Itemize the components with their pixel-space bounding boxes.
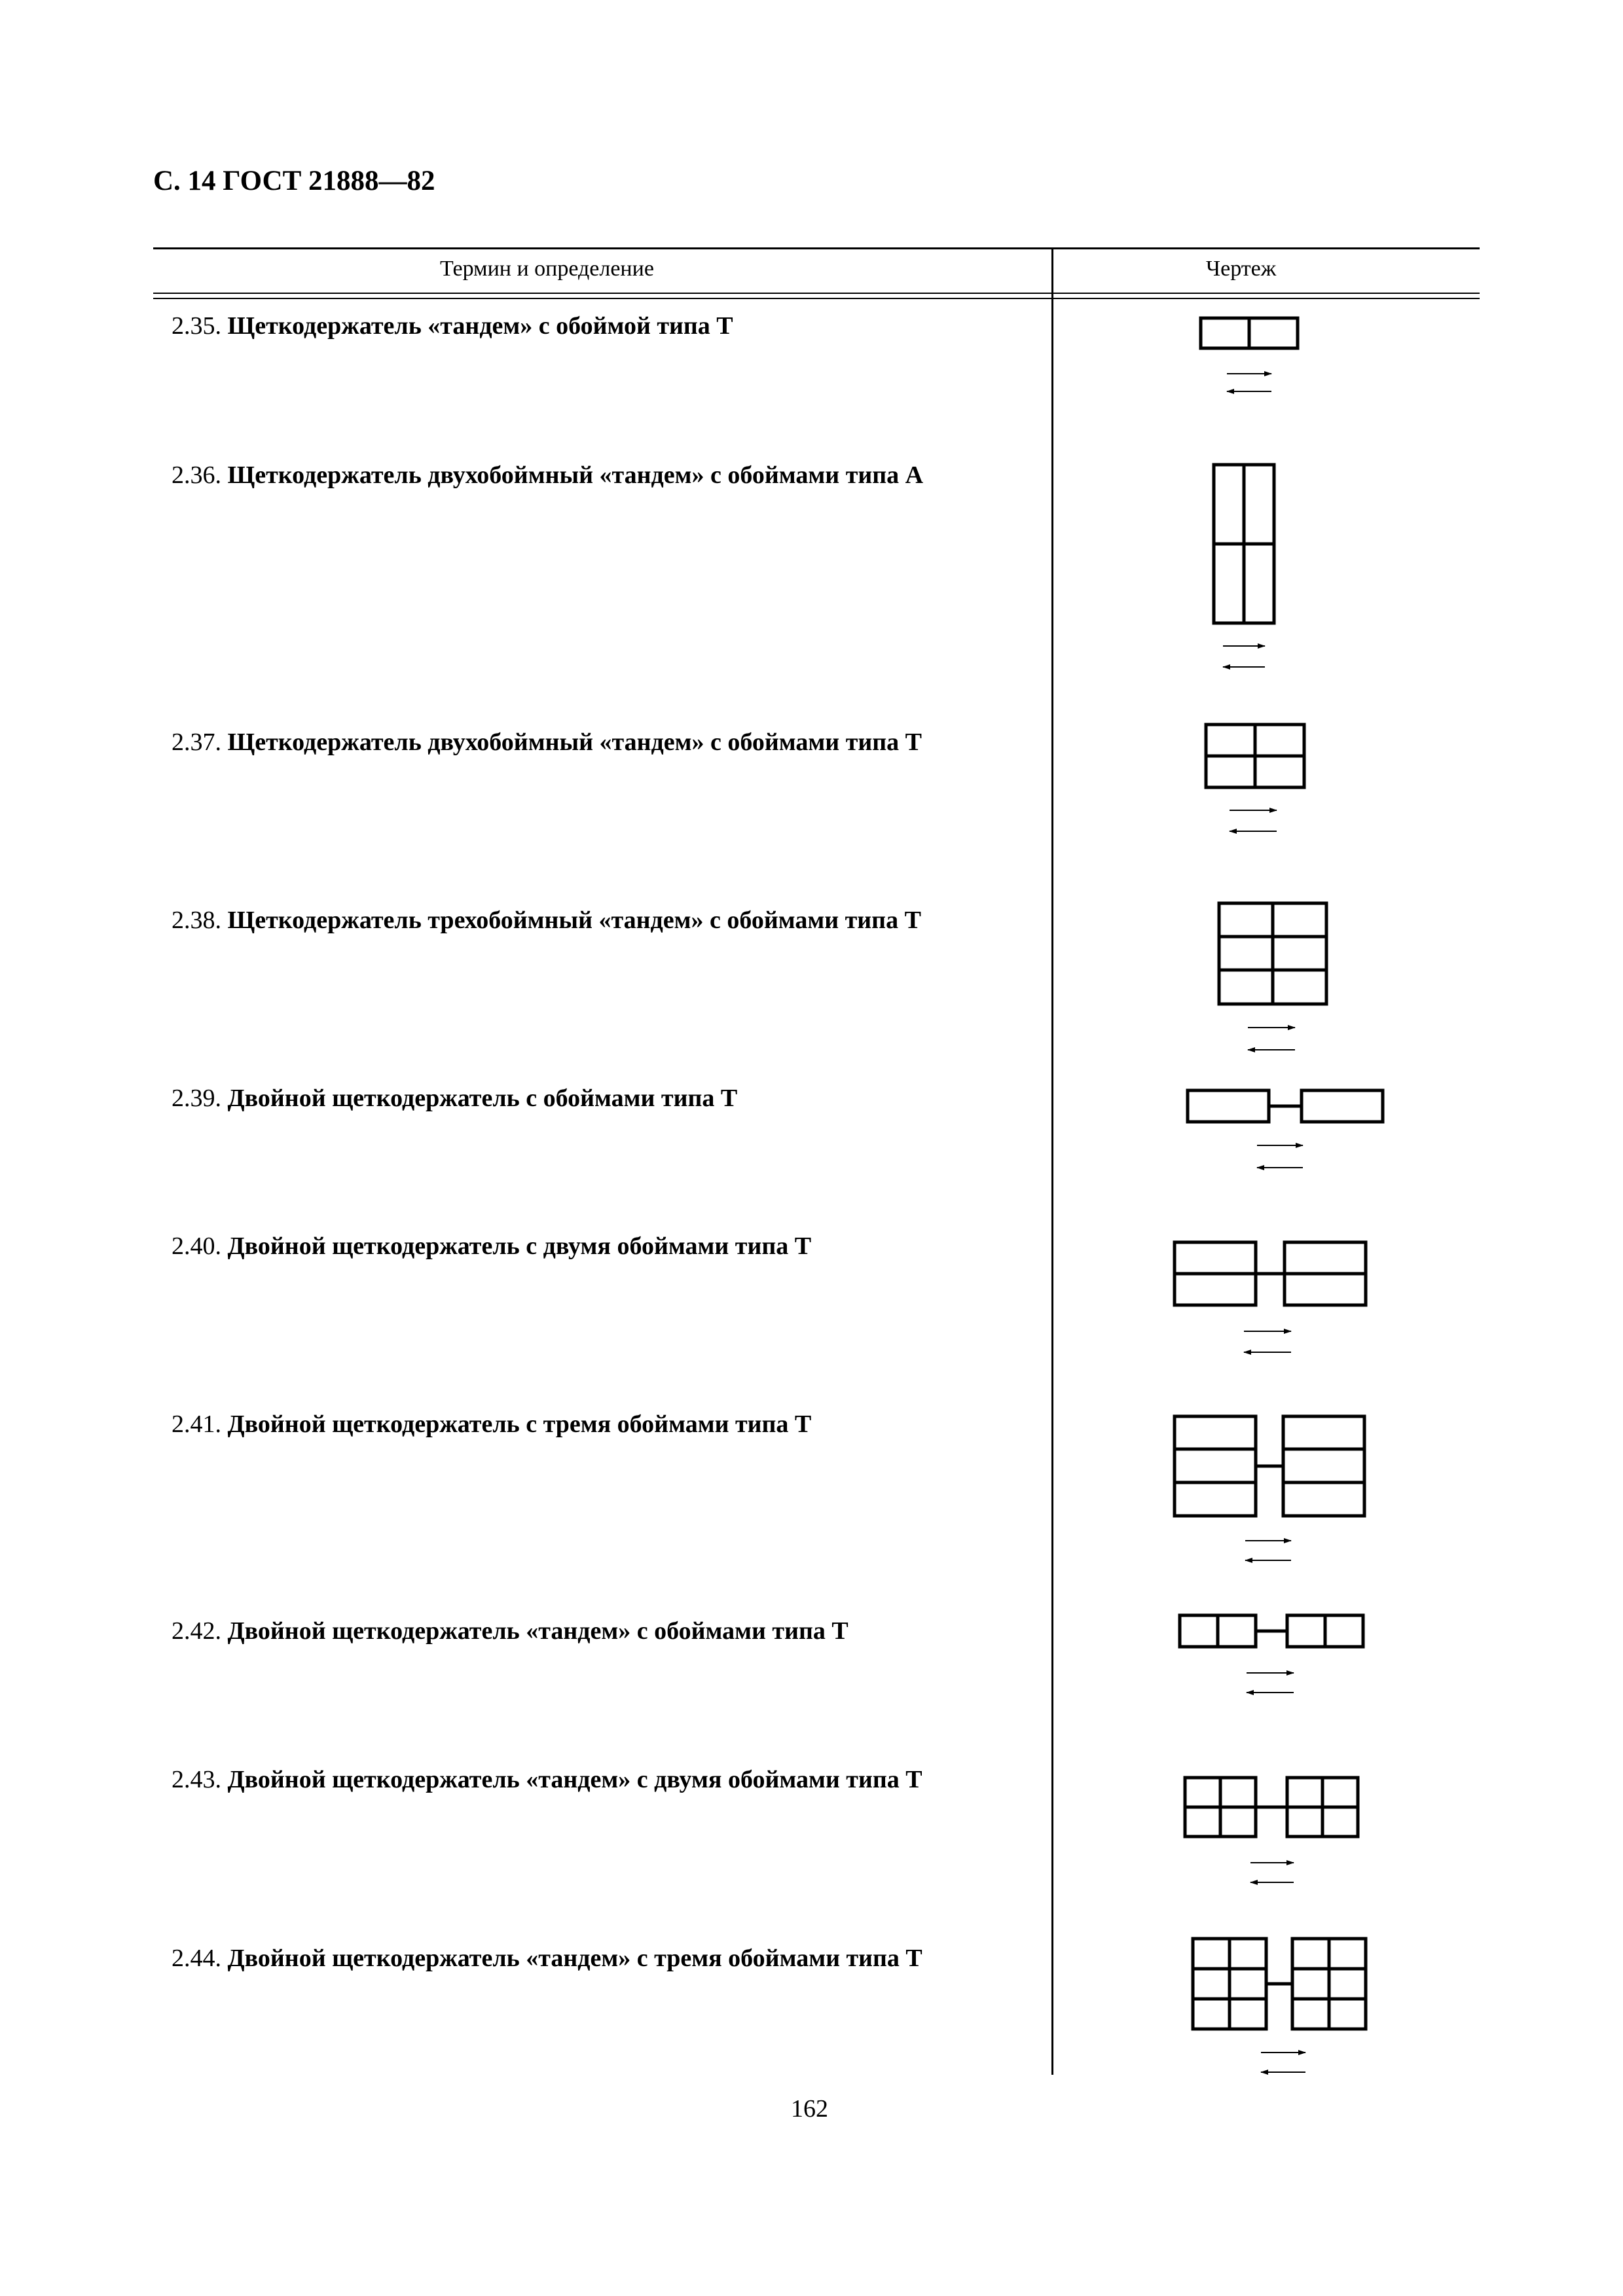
- entry-number: 2.37.: [172, 728, 221, 756]
- entry-term: Двойной щеткодержатель с двумя обоймами типа Т: [227, 1232, 812, 1260]
- drawing-2-44: [1193, 1939, 1366, 2029]
- drawing-2-42: [1180, 1615, 1363, 1647]
- entry-number: 2.38.: [172, 906, 221, 934]
- drawing-2-40: [1175, 1242, 1366, 1305]
- entry-term: Щеткодержатель двухобоймный «тандем» с обоймами типа Т: [227, 728, 922, 756]
- arrows-2-41: [1245, 1541, 1291, 1560]
- entry-term: Щеткодержатель «тандем» с обоймой типа Т: [227, 312, 733, 340]
- entry-number: 2.40.: [172, 1232, 221, 1260]
- column-header-term: Термин и определение: [440, 257, 654, 281]
- arrows-2-43: [1250, 1863, 1294, 1882]
- entry-term: Двойной щеткодержатель «тандем» с двумя обоймами типа Т: [227, 1766, 922, 1793]
- entry-term: Щеткодержатель двухобоймный «тандем» с обоймами типа А: [227, 461, 924, 489]
- arrows-2-37: [1230, 810, 1277, 831]
- drawing-2-35: [1201, 318, 1298, 348]
- arrows-2-35: [1227, 374, 1271, 391]
- drawing-2-37: [1206, 725, 1304, 787]
- drawing-2-41: [1175, 1416, 1364, 1516]
- entry-number: 2.41.: [172, 1410, 221, 1438]
- entry-term: Двойной щеткодержатель «тандем» с обоймами типа Т: [227, 1617, 848, 1645]
- arrows-2-39: [1257, 1145, 1303, 1168]
- arrows-2-36: [1223, 646, 1265, 667]
- entry-term: Щеткодержатель трехобоймный «тандем» с обоймами типа Т: [227, 906, 921, 934]
- column-header-drawing: Чертеж: [1206, 257, 1277, 281]
- entry-term: Двойной щеткодержатель с обоймами типа Т: [227, 1085, 738, 1112]
- entry-number: 2.43.: [172, 1766, 221, 1793]
- entry-term: Двойной щеткодержатель с тремя обоймами типа Т: [227, 1410, 812, 1438]
- entry-number: 2.36.: [172, 461, 221, 489]
- entry-number: 2.44.: [172, 1945, 221, 1972]
- entry-number: 2.35.: [172, 312, 221, 340]
- entry-number: 2.42.: [172, 1617, 221, 1645]
- arrows-2-40: [1244, 1331, 1291, 1352]
- drawing-2-36: [1214, 465, 1274, 623]
- arrows-2-42: [1247, 1673, 1294, 1693]
- drawing-2-43: [1185, 1778, 1358, 1837]
- drawing-2-38: [1219, 903, 1326, 1004]
- arrows-2-38: [1248, 1028, 1295, 1050]
- drawing-2-39: [1188, 1090, 1383, 1122]
- entry-number: 2.39.: [172, 1085, 221, 1112]
- arrows-2-44: [1261, 2053, 1305, 2072]
- entry-term: Двойной щеткодержатель «тандем» с тремя обоймами типа Т: [227, 1945, 922, 1972]
- page-header: С. 14 ГОСТ 21888—82: [153, 166, 435, 196]
- page-number: 162: [791, 2095, 828, 2123]
